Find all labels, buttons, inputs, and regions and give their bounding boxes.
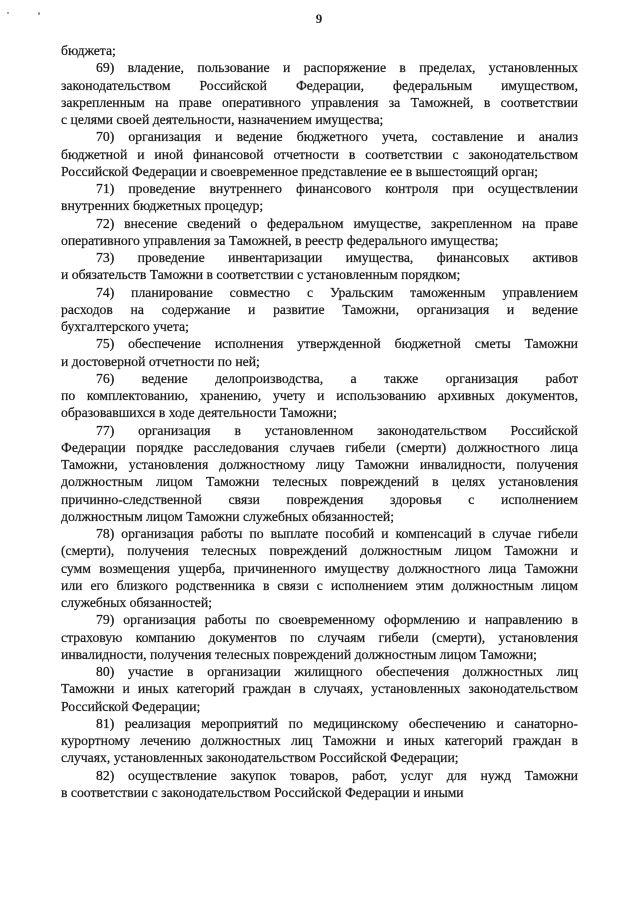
text-line: 70) организация и ведение бюджетного учета, составление и анализ	[96, 129, 578, 145]
text-line: 79) организация работы по своевременному оформлению и направлению в	[96, 612, 578, 628]
text-line: случаях, установленных законодательством Российской Федерации;	[61, 750, 459, 766]
text-line: и обязательств Таможни в соответствии с установленным порядком;	[61, 267, 461, 283]
text-line: сумм возмещения ущерба, причиненного имуществу должностного лица Таможни	[61, 560, 578, 576]
text-line: и достоверной отчетности по ней;	[61, 353, 260, 369]
text-line: 75) обеспечение исполнения утвержденной бюджетной сметы Таможни	[96, 336, 578, 352]
text-line: должностным лицом Таможни телесных повреждений в целях установления	[61, 474, 578, 490]
text-line: 71) проведение внутреннего финансового контроля при осуществлении	[96, 181, 578, 196]
text-line: в соответствии с законодательством Российской Федерации и иными	[61, 784, 464, 800]
text-line: Российской Федерации и своевременное представление ее в вышестоящий орган;	[61, 163, 539, 179]
text-line: 80) участие в организации жилищного обеспечения должностных лиц	[96, 664, 578, 679]
text-line: 73) проведение инвентаризации имущества, финансовых активов	[96, 250, 578, 265]
text-line: закрепленным на праве оперативного управления за Таможней, в соответствии	[61, 94, 578, 110]
scan-speck	[38, 12, 40, 15]
text-line: расходов на содержание и развитие Таможни, организация и ведение	[61, 301, 578, 317]
text-line: должностным лицом Таможни служебных обязанностей;	[61, 508, 395, 524]
document-body	[61, 42, 578, 801]
text-line: бюджета;	[61, 43, 116, 58]
text-line: Федерации порядке расследования случаев гибели (смерти) должностного лица	[61, 439, 578, 455]
text-line: 77) организация в установленном законодательством Российской	[96, 422, 578, 438]
text-line: курортному лечению должностных лиц Таможни и иных категорий граждан в	[61, 733, 578, 748]
text-line: 78) организация работы по выплате пособий и компенсаций в случае гибели	[96, 526, 578, 541]
text-line: по комплектованию, хранению, учету и использованию архивных документов,	[61, 388, 578, 403]
text-line: (смерти), получения телесных повреждений должностным лицом Таможни и	[61, 543, 578, 559]
text-line: законодательством Российской Федерации, федеральным имуществом,	[61, 77, 578, 93]
page-number: 9	[315, 11, 323, 26]
text-line: причинно-следственной связи повреждения здоровья с исполнением	[61, 491, 578, 507]
text-line: Российской Федерации;	[61, 698, 201, 714]
text-line: Таможни и иных категорий граждан в случаях, установленных законодательством	[61, 681, 578, 697]
text-line: бюджетной и иной финансовой отчетности в соответствии с законодательством	[61, 146, 578, 162]
text-line: образовавшихся в ходе деятельности Таможни;	[61, 405, 337, 421]
text-line: инвалидности, получения телесных повреждений должностным лицом Таможни;	[61, 646, 537, 662]
text-line: служебных обязанностей;	[61, 595, 213, 610]
text-line: 76) ведение делопроизводства, а также организация работ	[96, 370, 578, 386]
text-line: 72) внесение сведений о федеральном имуществе, закрепленном на праве	[96, 215, 578, 231]
text-line: с целями своей деятельности, назначением имущества;	[61, 112, 384, 127]
text-line: 69) владение, пользование и распоряжение в пределах, установленных	[96, 60, 578, 76]
text-line: 81) реализация мероприятий по медицинскому обеспечению и санаторно-	[96, 715, 578, 731]
text-line: бухгалтерского учета;	[61, 319, 189, 334]
text-line: Таможни, установления должностному лицу Таможни инвалидности, получения	[61, 457, 578, 472]
text-line: страховую компанию документов по случаям гибели (смерти), установления	[61, 629, 578, 645]
text-line: внутренних бюджетных процедур;	[61, 198, 264, 214]
text-line: 74) планирование совместно с Уральским таможенным управлением	[96, 284, 578, 300]
text-line: или его близкого родственника в связи с исполнением этим должностным лицом	[61, 577, 578, 593]
text-line: оперативного управления за Таможней, в реестр федерального имущества;	[61, 232, 499, 248]
text-line: 82) осуществление закупок товаров, работ, услуг для нужд Таможни	[96, 767, 578, 783]
scan-speck	[7, 12, 9, 14]
